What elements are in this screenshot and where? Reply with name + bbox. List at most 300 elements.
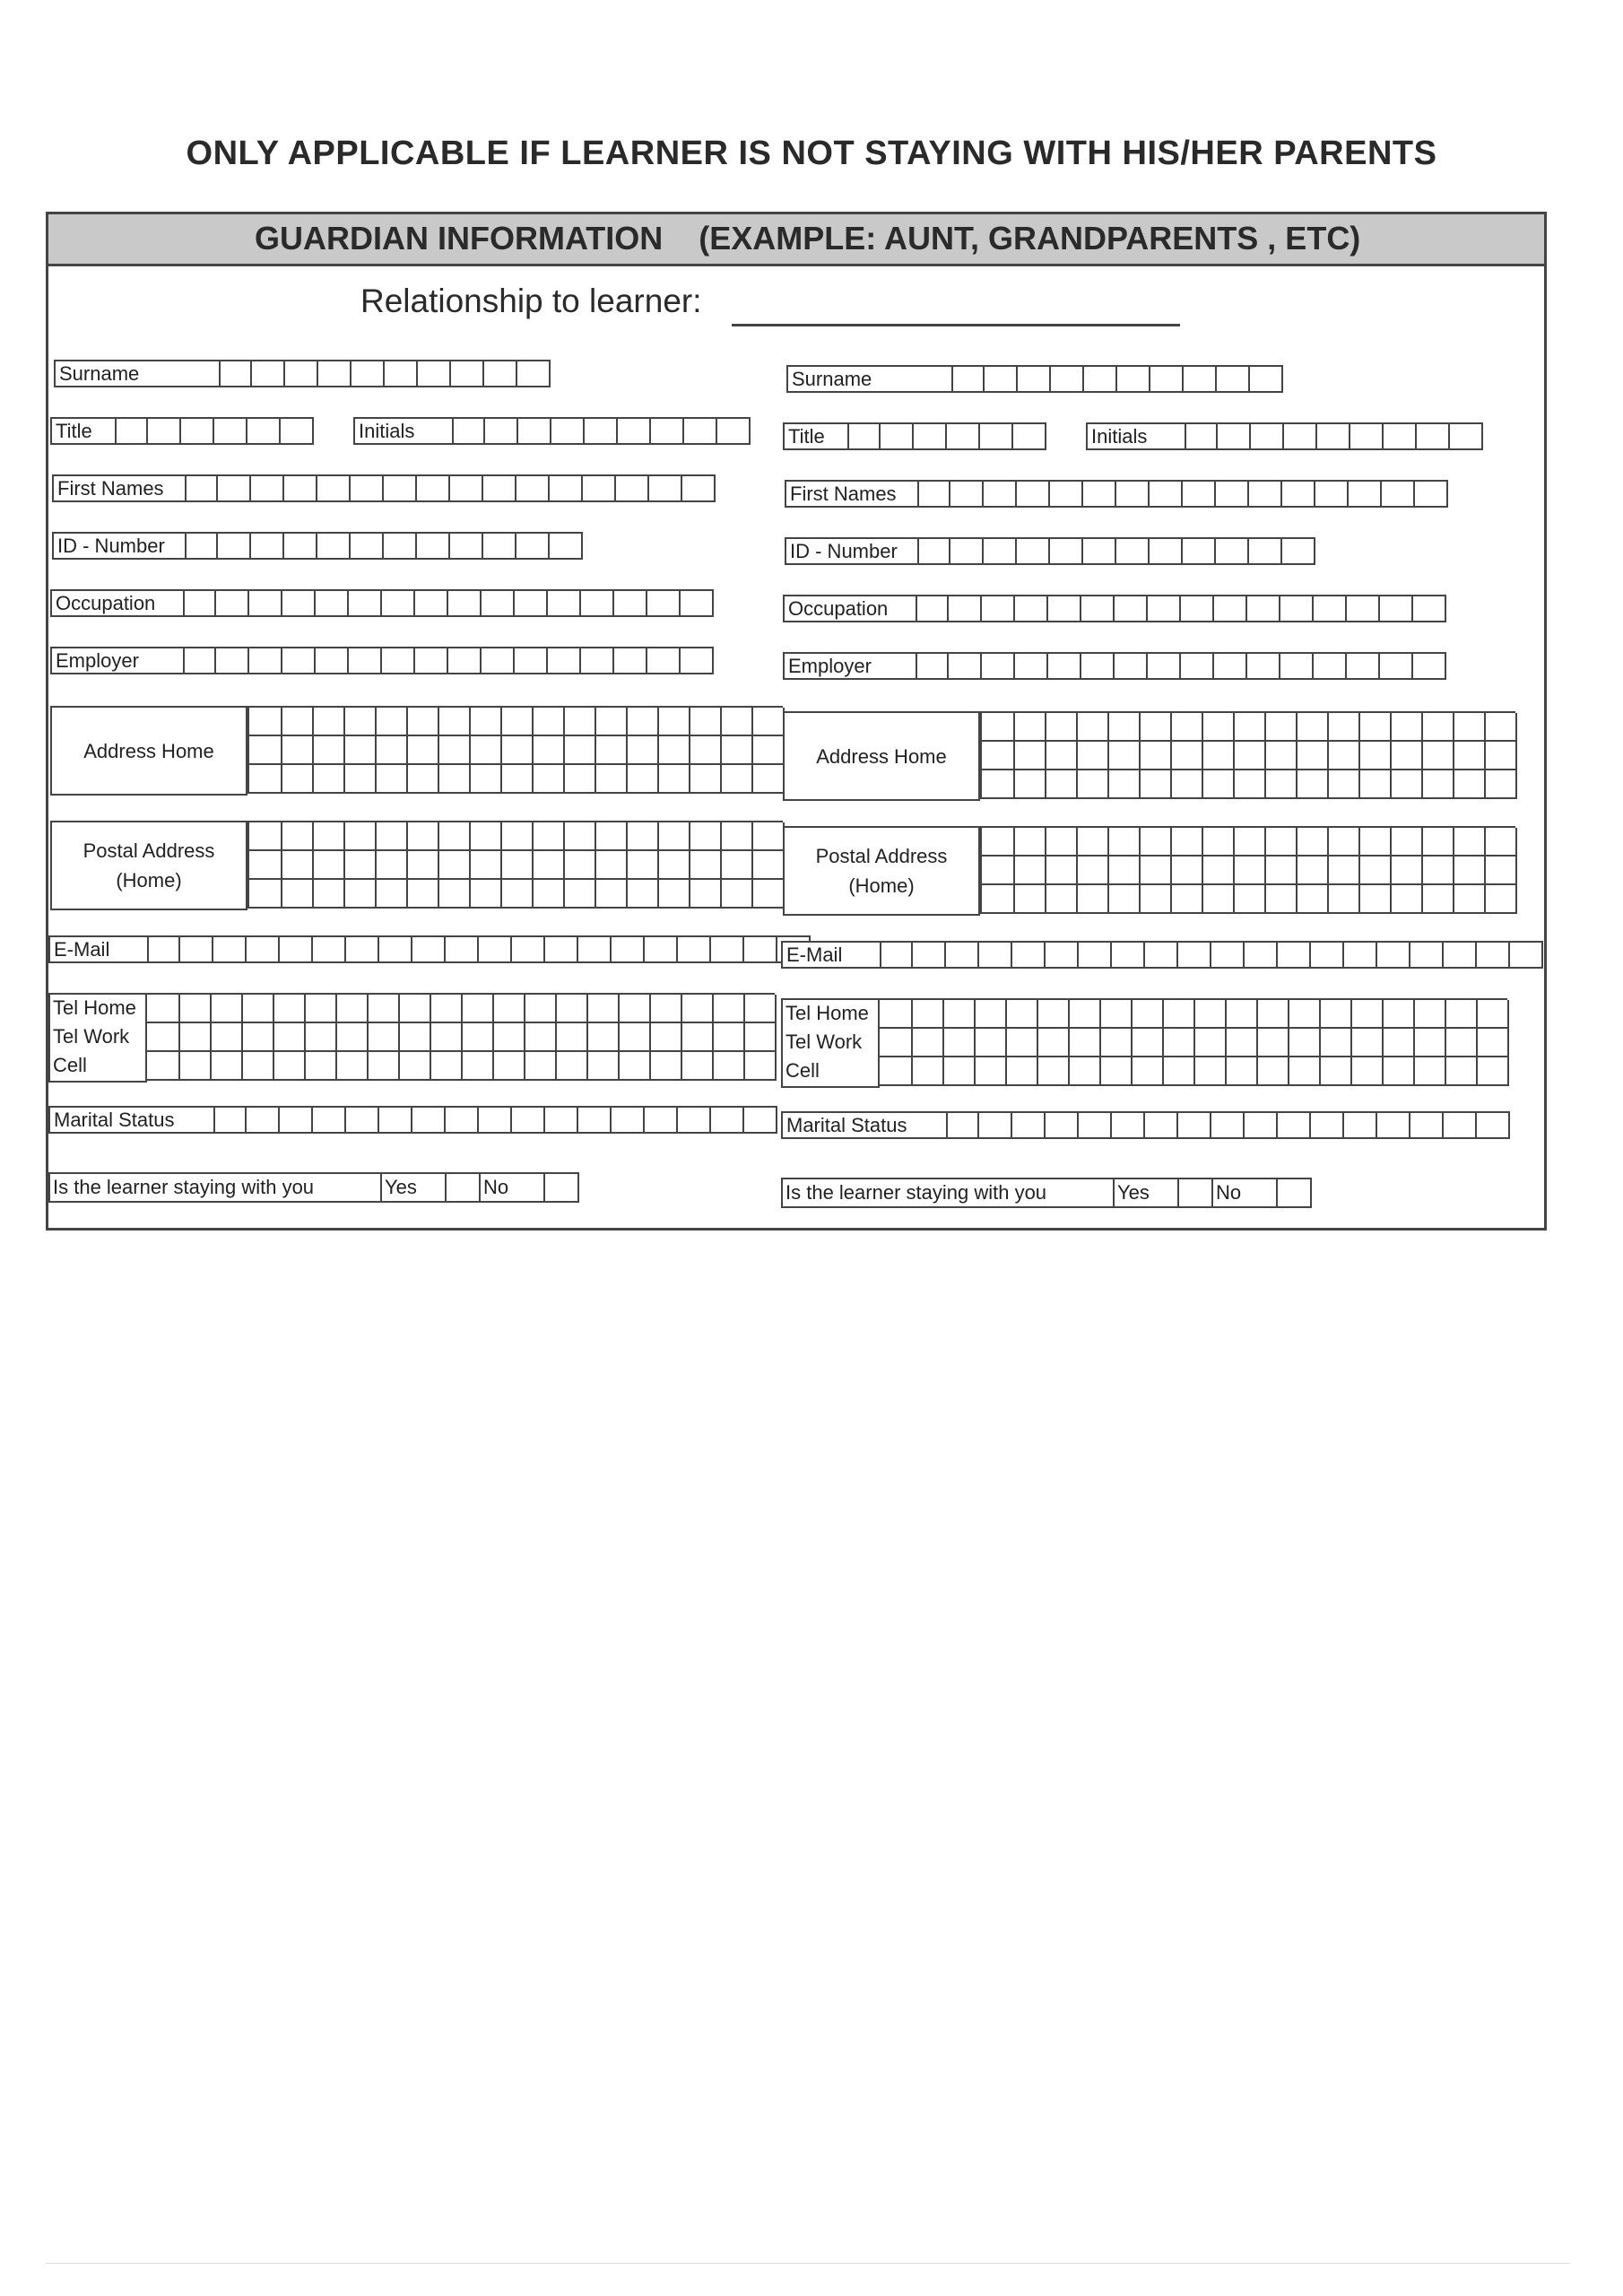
char-box[interactable] <box>1245 1111 1278 1139</box>
grid-cell <box>281 708 314 736</box>
char-box[interactable] <box>148 417 181 445</box>
char-box[interactable] <box>551 417 585 445</box>
telephone-grid[interactable] <box>145 993 775 1081</box>
char-box[interactable] <box>881 422 914 450</box>
char-box[interactable] <box>352 360 385 387</box>
grid-cell <box>1233 885 1266 914</box>
char-box[interactable] <box>1112 1111 1145 1139</box>
char-box[interactable] <box>452 417 485 445</box>
char-box[interactable] <box>1382 480 1415 508</box>
char-box[interactable] <box>516 474 550 502</box>
char-box[interactable] <box>1083 537 1116 565</box>
grid-cell <box>1256 1000 1289 1029</box>
no-option[interactable]: No <box>1213 1178 1278 1208</box>
char-box[interactable] <box>1116 537 1150 565</box>
char-box[interactable] <box>916 595 949 622</box>
char-box[interactable] <box>1184 365 1217 393</box>
char-box[interactable] <box>485 417 518 445</box>
char-box[interactable] <box>1444 1111 1477 1139</box>
char-box[interactable] <box>251 474 284 502</box>
char-box[interactable] <box>645 1106 678 1134</box>
char-box[interactable] <box>947 422 980 450</box>
char-box[interactable] <box>1282 480 1315 508</box>
char-box[interactable] <box>1050 480 1083 508</box>
char-box[interactable] <box>1444 941 1477 969</box>
grid-cell <box>500 880 534 909</box>
field-label-cell: Cell <box>53 1054 87 1076</box>
char-box[interactable] <box>1284 422 1317 450</box>
char-box[interactable] <box>744 1106 777 1134</box>
char-box[interactable] <box>249 589 282 617</box>
char-box[interactable] <box>251 532 284 560</box>
char-box[interactable] <box>678 1106 711 1134</box>
char-box[interactable] <box>585 417 618 445</box>
char-box[interactable] <box>1350 422 1384 450</box>
char-box[interactable] <box>1183 480 1216 508</box>
char-box[interactable] <box>1084 365 1117 393</box>
char-box[interactable] <box>1013 422 1046 450</box>
char-box[interactable] <box>349 647 382 674</box>
char-box[interactable] <box>682 474 716 502</box>
char-box[interactable] <box>1081 652 1115 680</box>
char-box[interactable] <box>516 532 550 560</box>
char-box[interactable] <box>1377 941 1410 969</box>
char-box[interactable] <box>1046 1111 1079 1139</box>
char-box[interactable] <box>1311 1111 1344 1139</box>
char-box[interactable] <box>1178 1111 1211 1139</box>
char-box[interactable] <box>583 474 616 502</box>
grid-cell <box>1350 1029 1384 1057</box>
grid-cell <box>500 708 534 736</box>
char-box[interactable] <box>1150 480 1183 508</box>
char-box[interactable] <box>280 935 313 963</box>
char-box[interactable] <box>651 417 684 445</box>
char-box[interactable] <box>645 935 678 963</box>
char-box[interactable] <box>1046 941 1079 969</box>
char-box[interactable] <box>1048 652 1081 680</box>
char-box[interactable] <box>219 360 252 387</box>
char-box[interactable] <box>1315 480 1349 508</box>
char-box[interactable] <box>1217 365 1250 393</box>
char-box[interactable] <box>479 935 512 963</box>
char-box[interactable] <box>1278 941 1311 969</box>
char-box[interactable] <box>1510 941 1543 969</box>
char-box[interactable] <box>1278 1111 1311 1139</box>
char-box[interactable] <box>281 417 314 445</box>
char-box[interactable] <box>417 474 450 502</box>
char-box[interactable] <box>616 474 649 502</box>
char-box[interactable] <box>1017 480 1050 508</box>
postal-address-grid[interactable] <box>980 826 1515 914</box>
char-box[interactable] <box>448 647 482 674</box>
char-box[interactable] <box>213 1106 247 1134</box>
char-box[interactable] <box>1349 480 1382 508</box>
char-box[interactable] <box>1115 652 1148 680</box>
char-box[interactable] <box>1410 941 1444 969</box>
char-box[interactable] <box>247 1106 280 1134</box>
char-box[interactable] <box>384 532 417 560</box>
row-occupation <box>50 589 714 617</box>
char-box[interactable] <box>284 474 317 502</box>
char-box[interactable] <box>482 589 515 617</box>
char-box[interactable] <box>384 474 417 502</box>
char-box[interactable] <box>1211 941 1245 969</box>
char-box[interactable] <box>1185 422 1218 450</box>
grid-cell <box>304 995 337 1023</box>
char-box[interactable] <box>1413 652 1446 680</box>
char-box[interactable] <box>214 417 247 445</box>
char-box[interactable] <box>1150 537 1183 565</box>
char-box[interactable] <box>581 589 614 617</box>
char-box[interactable] <box>951 365 985 393</box>
char-box[interactable] <box>1417 422 1450 450</box>
char-box[interactable] <box>517 360 551 387</box>
char-box[interactable] <box>1218 422 1251 450</box>
char-box[interactable] <box>550 532 583 560</box>
char-box[interactable] <box>483 532 516 560</box>
char-box[interactable] <box>979 1111 1012 1139</box>
char-box[interactable] <box>916 652 949 680</box>
char-box[interactable] <box>949 652 982 680</box>
grid-cell <box>586 1052 620 1081</box>
char-box[interactable] <box>946 941 979 969</box>
char-box[interactable] <box>984 480 1017 508</box>
field-label-tel_home: Tel Home <box>785 1002 869 1024</box>
grid-cell <box>974 1057 1007 1086</box>
char-box[interactable] <box>1251 422 1284 450</box>
grid-cell <box>210 995 243 1023</box>
char-box[interactable] <box>1214 652 1247 680</box>
char-box[interactable] <box>317 474 351 502</box>
char-box[interactable] <box>1249 480 1282 508</box>
char-box[interactable] <box>744 935 777 963</box>
char-box[interactable] <box>880 941 913 969</box>
no-checkbox[interactable] <box>545 1172 579 1203</box>
char-box[interactable] <box>351 532 384 560</box>
address-home-grid[interactable] <box>980 711 1515 799</box>
grid-cell <box>1193 1029 1227 1057</box>
char-box[interactable] <box>1081 595 1115 622</box>
postal-address-label <box>783 826 980 916</box>
char-box[interactable] <box>1017 537 1050 565</box>
char-box[interactable] <box>1245 941 1278 969</box>
char-box[interactable] <box>1211 1111 1245 1139</box>
email-boxes <box>880 941 1543 969</box>
char-box[interactable] <box>448 589 482 617</box>
char-box[interactable] <box>515 589 548 617</box>
yes-option[interactable]: Yes <box>382 1172 447 1203</box>
char-box[interactable] <box>518 417 551 445</box>
char-box[interactable] <box>1384 422 1417 450</box>
grid-cell <box>1327 885 1360 914</box>
char-box[interactable] <box>1413 595 1446 622</box>
char-box[interactable] <box>949 595 982 622</box>
char-box[interactable] <box>1178 941 1211 969</box>
char-box[interactable] <box>181 417 214 445</box>
char-box[interactable] <box>349 589 382 617</box>
char-box[interactable] <box>1012 941 1046 969</box>
char-box[interactable] <box>1377 1111 1410 1139</box>
char-box[interactable] <box>317 532 351 560</box>
char-box[interactable] <box>1410 1111 1444 1139</box>
char-box[interactable] <box>1012 1111 1046 1139</box>
char-box[interactable] <box>1018 365 1051 393</box>
char-box[interactable] <box>418 360 451 387</box>
char-box[interactable] <box>1247 652 1280 680</box>
char-box[interactable] <box>1477 941 1510 969</box>
char-box[interactable] <box>1079 1111 1112 1139</box>
char-box[interactable] <box>1150 365 1184 393</box>
char-box[interactable] <box>512 935 545 963</box>
yes-checkbox[interactable] <box>447 1172 481 1203</box>
char-box[interactable] <box>1347 595 1380 622</box>
char-box[interactable] <box>681 647 714 674</box>
char-box[interactable] <box>711 1106 744 1134</box>
no-option[interactable]: No <box>481 1172 545 1203</box>
char-box[interactable] <box>247 417 281 445</box>
address-home-grid[interactable] <box>247 706 783 794</box>
char-box[interactable] <box>379 1106 412 1134</box>
char-box[interactable] <box>618 417 651 445</box>
char-box[interactable] <box>351 474 384 502</box>
grid-cell <box>1484 828 1517 857</box>
char-box[interactable] <box>213 935 247 963</box>
char-box[interactable] <box>382 647 415 674</box>
char-box[interactable] <box>649 474 682 502</box>
char-box[interactable] <box>847 422 881 450</box>
char-box[interactable] <box>982 652 1015 680</box>
char-box[interactable] <box>1181 652 1214 680</box>
char-box[interactable] <box>1216 537 1249 565</box>
char-box[interactable] <box>1015 595 1048 622</box>
char-box[interactable] <box>681 589 714 617</box>
char-box[interactable] <box>417 532 450 560</box>
char-box[interactable] <box>1051 365 1084 393</box>
row-initials <box>1086 422 1483 450</box>
char-box[interactable] <box>581 647 614 674</box>
char-box[interactable] <box>946 1111 979 1139</box>
char-box[interactable] <box>346 1106 379 1134</box>
char-box[interactable] <box>1148 652 1181 680</box>
char-box[interactable] <box>450 532 483 560</box>
char-box[interactable] <box>446 935 479 963</box>
postal-address-grid[interactable] <box>247 821 783 909</box>
char-box[interactable] <box>284 532 317 560</box>
char-box[interactable] <box>1344 941 1377 969</box>
address-home-label <box>783 711 980 801</box>
char-box[interactable] <box>313 1106 346 1134</box>
yes-checkbox[interactable] <box>1179 1178 1213 1208</box>
char-box[interactable] <box>1048 595 1081 622</box>
char-box[interactable] <box>550 474 583 502</box>
grid-cell <box>1390 857 1423 885</box>
char-box[interactable] <box>147 935 180 963</box>
char-box[interactable] <box>1347 652 1380 680</box>
char-box[interactable] <box>318 360 352 387</box>
char-box[interactable] <box>412 935 446 963</box>
char-box[interactable] <box>180 935 213 963</box>
marital_status-boxes <box>213 1106 777 1134</box>
char-box[interactable] <box>984 537 1017 565</box>
grid-cell <box>1131 1000 1164 1029</box>
char-box[interactable] <box>216 589 249 617</box>
char-box[interactable] <box>450 474 483 502</box>
char-box[interactable] <box>545 1106 578 1134</box>
char-box[interactable] <box>183 589 216 617</box>
char-box[interactable] <box>1282 537 1315 565</box>
char-box[interactable] <box>614 647 647 674</box>
char-box[interactable] <box>1183 537 1216 565</box>
char-box[interactable] <box>1314 595 1347 622</box>
char-box[interactable] <box>183 647 216 674</box>
char-box[interactable] <box>917 480 950 508</box>
char-box[interactable] <box>1117 365 1150 393</box>
char-box[interactable] <box>578 935 612 963</box>
char-box[interactable] <box>1247 595 1280 622</box>
char-box[interactable] <box>982 595 1015 622</box>
grid-cell <box>1296 885 1329 914</box>
char-box[interactable] <box>1477 1111 1510 1139</box>
grid-cell <box>249 736 282 765</box>
char-box[interactable] <box>280 1106 313 1134</box>
char-box[interactable] <box>252 360 285 387</box>
char-box[interactable] <box>1450 422 1483 450</box>
char-box[interactable] <box>548 589 581 617</box>
char-box[interactable] <box>382 589 415 617</box>
field-label-id_number: ID - Number <box>785 537 917 565</box>
char-box[interactable] <box>415 589 448 617</box>
telephone-grid[interactable] <box>878 998 1507 1086</box>
char-box[interactable] <box>1311 941 1344 969</box>
char-box[interactable] <box>316 647 349 674</box>
field-label-email: E-Mail <box>48 935 147 963</box>
char-box[interactable] <box>1344 1111 1377 1139</box>
char-box[interactable] <box>1145 941 1178 969</box>
char-box[interactable] <box>415 647 448 674</box>
char-box[interactable] <box>1380 652 1413 680</box>
char-box[interactable] <box>980 422 1013 450</box>
grid-cell <box>1139 770 1172 799</box>
char-box[interactable] <box>218 474 251 502</box>
char-box[interactable] <box>385 360 418 387</box>
grid-cell <box>178 995 212 1023</box>
char-box[interactable] <box>1050 537 1083 565</box>
char-box[interactable] <box>1415 480 1448 508</box>
char-box[interactable] <box>1280 595 1314 622</box>
char-box[interactable] <box>548 647 581 674</box>
grid-cell <box>1484 713 1517 742</box>
char-box[interactable] <box>446 1106 479 1134</box>
grid-cell <box>461 1052 494 1081</box>
char-box[interactable] <box>1015 652 1048 680</box>
grid-cell <box>657 765 690 794</box>
char-box[interactable] <box>479 1106 512 1134</box>
grid-cell <box>712 1052 745 1081</box>
char-box[interactable] <box>950 537 984 565</box>
char-box[interactable] <box>578 1106 612 1134</box>
char-box[interactable] <box>914 422 947 450</box>
char-box[interactable] <box>512 1106 545 1134</box>
char-box[interactable] <box>316 589 349 617</box>
char-box[interactable] <box>185 474 218 502</box>
grid-cell <box>689 736 722 765</box>
char-box[interactable] <box>484 360 517 387</box>
char-box[interactable] <box>1083 480 1116 508</box>
grid-cell <box>618 995 651 1023</box>
char-box[interactable] <box>950 480 984 508</box>
char-box[interactable] <box>249 647 282 674</box>
char-box[interactable] <box>1314 652 1347 680</box>
grid-cell <box>304 1023 337 1052</box>
char-box[interactable] <box>1214 595 1247 622</box>
char-box[interactable] <box>979 941 1012 969</box>
grid-cell <box>249 851 282 880</box>
char-box[interactable] <box>282 589 316 617</box>
char-box[interactable] <box>1112 941 1145 969</box>
char-box[interactable] <box>1115 595 1148 622</box>
char-box[interactable] <box>515 647 548 674</box>
char-box[interactable] <box>483 474 516 502</box>
char-box[interactable] <box>913 941 946 969</box>
char-box[interactable] <box>684 417 717 445</box>
char-box[interactable] <box>545 935 578 963</box>
char-box[interactable] <box>612 1106 645 1134</box>
yes-option[interactable]: Yes <box>1115 1178 1179 1208</box>
char-box[interactable] <box>614 589 647 617</box>
char-box[interactable] <box>218 532 251 560</box>
char-box[interactable] <box>711 935 744 963</box>
grid-cell <box>249 708 282 736</box>
char-box[interactable] <box>313 935 346 963</box>
char-box[interactable] <box>346 935 379 963</box>
char-box[interactable] <box>282 647 316 674</box>
grid-cell <box>563 880 596 909</box>
grid-cell <box>982 828 1015 857</box>
char-box[interactable] <box>285 360 318 387</box>
char-box[interactable] <box>678 935 711 963</box>
char-box[interactable] <box>451 360 484 387</box>
no-checkbox[interactable] <box>1278 1178 1312 1208</box>
char-box[interactable] <box>647 647 681 674</box>
char-box[interactable] <box>115 417 148 445</box>
char-box[interactable] <box>1250 365 1283 393</box>
field-label-tel_work: Tel Work <box>53 1025 130 1048</box>
char-box[interactable] <box>1079 941 1112 969</box>
char-box[interactable] <box>1145 1111 1178 1139</box>
char-box[interactable] <box>1280 652 1314 680</box>
char-box[interactable] <box>612 935 645 963</box>
char-box[interactable] <box>1181 595 1214 622</box>
char-box[interactable] <box>1148 595 1181 622</box>
char-box[interactable] <box>482 647 515 674</box>
row-first_names <box>52 474 716 502</box>
char-box[interactable] <box>1216 480 1249 508</box>
char-box[interactable] <box>216 647 249 674</box>
char-box[interactable] <box>985 365 1018 393</box>
char-box[interactable] <box>247 935 280 963</box>
char-box[interactable] <box>647 589 681 617</box>
char-box[interactable] <box>1317 422 1350 450</box>
char-box[interactable] <box>185 532 218 560</box>
char-box[interactable] <box>379 935 412 963</box>
grid-cell <box>492 995 525 1023</box>
char-box[interactable] <box>717 417 751 445</box>
char-box[interactable] <box>1380 595 1413 622</box>
char-box[interactable] <box>1116 480 1150 508</box>
char-box[interactable] <box>1249 537 1282 565</box>
char-box[interactable] <box>917 537 950 565</box>
char-box[interactable] <box>412 1106 446 1134</box>
